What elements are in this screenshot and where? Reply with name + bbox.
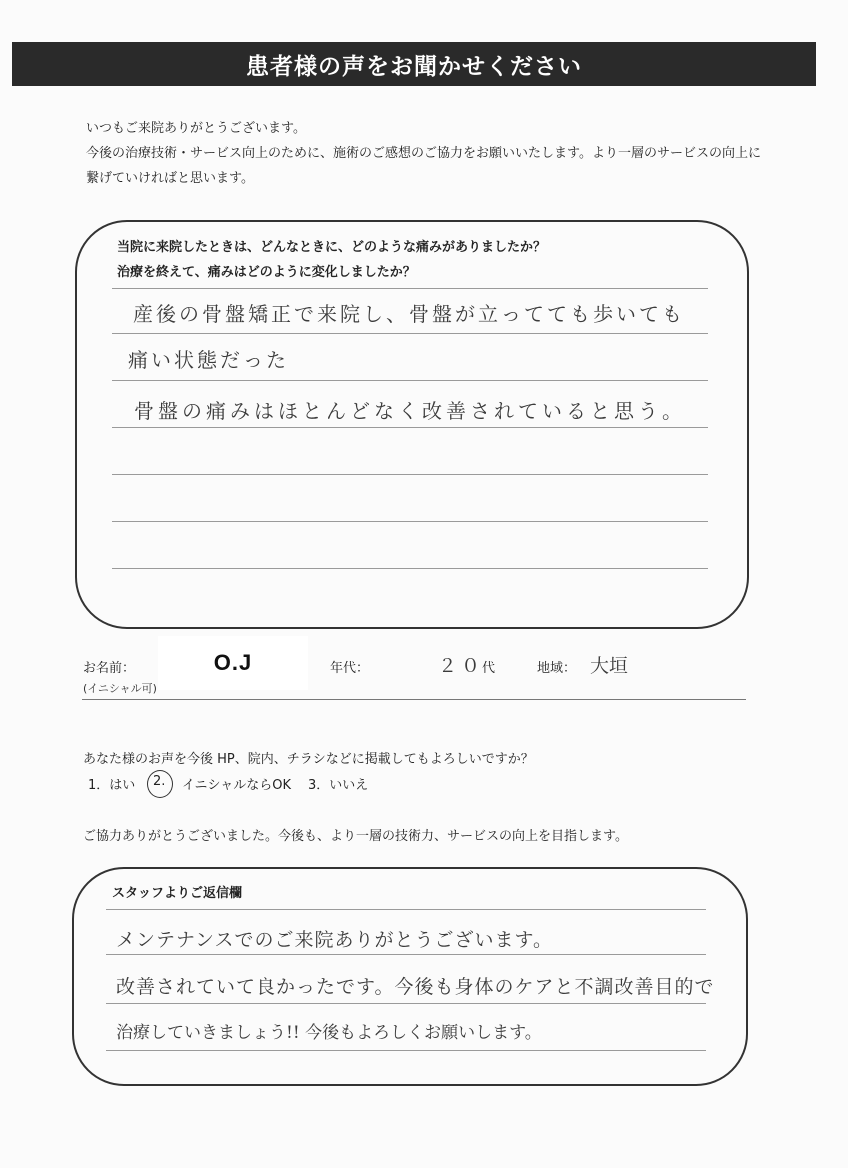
answer-line: 骨盤の痛みはほとんどなく改善されていると思う。 <box>134 399 686 423</box>
reply-rule <box>106 954 706 955</box>
area-value: 大垣 <box>590 655 629 677</box>
survey-question-2: 治療を終えて、痛みはどのように変化しましたか？ <box>117 265 416 280</box>
reply-line: 改善されていて良かったです。今後も身体のケアと不調改善目的で <box>116 976 715 998</box>
staff-reply-title: スタッフよりご返信欄 <box>112 886 243 901</box>
intro-line-2: 今後の治療技術・サービス向上のために、施術のご感想のご協力をお願いいたします。より一層のサービスの向上に <box>86 146 761 161</box>
reply-rule <box>106 1003 706 1004</box>
answer-line: 痛い状態だった <box>128 348 289 372</box>
answer-rule <box>112 568 708 569</box>
name-sub-label: (イニシャル可) <box>83 682 157 695</box>
answer-rule <box>112 521 708 522</box>
consent-option-2: イニシャルならOK <box>182 778 291 793</box>
answer-rule <box>112 474 708 475</box>
consent-option-3: 3．いいえ <box>308 778 369 793</box>
intro-line-1: いつもご来院ありがとうございます。 <box>86 121 306 136</box>
consent-question: あなた様のお声を今後 HP、院内、チラシなどに掲載してもよろしいですか？ <box>83 752 534 767</box>
consent-option-2-number: 2. <box>153 774 166 789</box>
intro-line-3: 繋げていければと思います。 <box>86 171 254 186</box>
answer-rule <box>112 288 708 289</box>
page-title: 患者様の声をお聞かせください <box>12 42 816 86</box>
name-value: O.J <box>158 636 308 690</box>
answer-rule <box>112 333 708 334</box>
intro-text <box>86 116 761 191</box>
reply-rule <box>106 1050 706 1051</box>
reply-line: 治療していきましょう!! 今後もよろしくお願いします。 <box>116 1023 542 1043</box>
answer-line: 産後の骨盤矯正で来院し、骨盤が立ってても歩いても <box>133 302 685 326</box>
consent-option-1: 1．はい <box>88 778 136 793</box>
answer-rule <box>112 380 708 381</box>
profile-divider <box>82 699 746 700</box>
survey-question-1: 当院に来院したときは、どんなときに、どのような痛みがありましたか？ <box>117 240 547 255</box>
age-label: 年代： <box>330 661 370 676</box>
reply-line: メンテナンスでのご来院ありがとうございます。 <box>116 929 553 951</box>
name-label: お名前： <box>83 661 136 676</box>
reply-rule <box>106 909 706 910</box>
age-suffix: 代 <box>482 661 496 676</box>
age-value: ２０ <box>438 655 485 677</box>
thanks-message: ご協力ありがとうございました。今後も、より一層の技術力、サービスの向上を目指します。 <box>83 829 628 844</box>
answer-rule <box>112 427 708 428</box>
area-label: 地域： <box>537 661 577 676</box>
